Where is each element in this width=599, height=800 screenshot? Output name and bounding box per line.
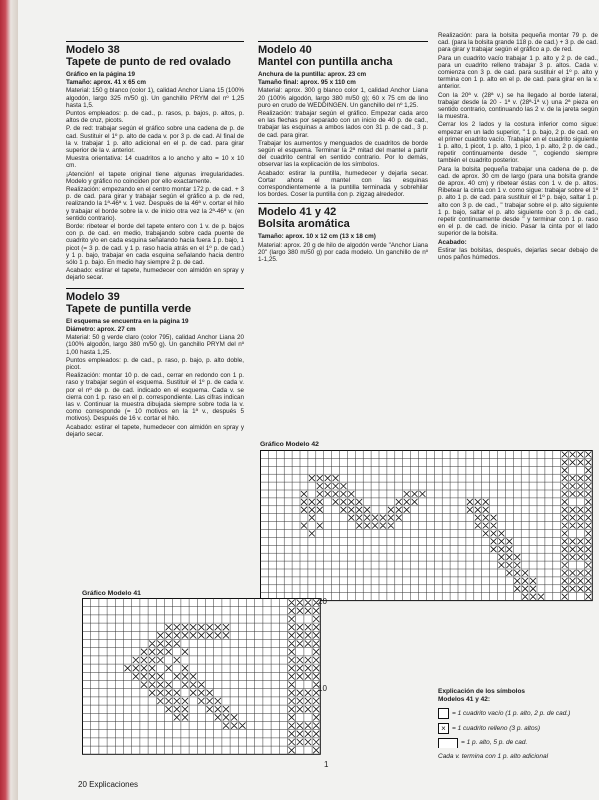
m38-p9: Acabado: estirar el tapete, humedecer con almidón en spray y dejarlo secar.	[66, 267, 244, 282]
m38-p8: Borde: ribetear el borde del tapete entero con 1 v. de p. bajos con p. de cad. en medio, trabajando sobre cada puente de cuadrito y/o en cada esquina señalando hacia fuera 1 p. bajo, 1 picot (= 3 p. de cad. y 1 p. raso hacia atrás en el 1º p. de cad.) y 1 p. bajo, trabajar en cada esquina señalando hacia dentro sólo 1 p. bajo. En medio hay siempre 2 p. de cad.	[66, 223, 244, 267]
right-p1: Para un cuadrito vacío trabajar 1 p. alto y 2 p. de cad., para un cuadrito relleno trabajar 3 p. altos. Cada v. comienza con 3 p. de cad. para sustituir el 1º p. alto y termina con 1 p. alto en el p. de cad. para girar en la v. anterior.	[438, 54, 598, 91]
m40-p3: Realización: trabajar según el gráfico. Empezar cada arco en las flechas por separado con un inicio de 40 p. de cad., trabajar las esquinas a ambos lados con 31 p. de cad., 3 p. de cad. para girar.	[258, 110, 428, 139]
chart41-grid	[82, 598, 332, 756]
column-right	[438, 32, 598, 262]
rule	[66, 41, 244, 42]
m39-p2: Material: 50 g verde claro (color 795), calidad Anchor Liana 20 (100% algodón, largo 380 m/50 g). Un ganchillo PRYM del nº 1,00 hasta 1,25.	[66, 334, 244, 356]
m39-title: Modelo 39	[66, 290, 120, 303]
column-middle	[258, 38, 428, 264]
bracket-icon	[438, 738, 458, 748]
legend-filled-text: = 1 cuadrito relleno (3 p. altos)	[452, 724, 540, 732]
page-footer: 20 Explicaciones	[78, 780, 139, 789]
m38-p5: Muestra orientativa: 14 cuadritos a lo ancho y alto = 10 x 10 cm.	[66, 155, 244, 170]
rule	[258, 41, 428, 42]
empty-square-icon	[438, 708, 449, 719]
m38-p1: Tamaño: aprox. 41 x 65 cm	[66, 79, 147, 87]
m38-p6: ¡Atención! el tapete original tiene algunas irregularidades. Modelo y gráfico no coinciden por ello exactamente.	[66, 170, 244, 185]
chart41-label-1: 1	[324, 760, 329, 769]
page	[18, 0, 599, 800]
legend-row-filled	[438, 723, 599, 734]
m38-p0: Gráfico en la página 19	[66, 71, 135, 78]
m38-subtitle: Tapete de punto de red ovalado	[66, 56, 231, 68]
m40-p2: Material: aprox. 300 g blanco color 1, calidad Anchor Liana 20 (100% algodón, largo 380 m/50 g); 60 x 75 cm de lino puro en crudo de WEDDINGEN. Un ganchillo del nº 1,25.	[258, 87, 428, 109]
legend-row-chain	[438, 738, 599, 748]
legend-note: Cada v. termina con 1 p. alto adicional	[438, 753, 549, 760]
m38-p3: Puntos empleados: p. de cad., p. rasos, p. bajos, p. altos, p. altos de cruz, picots.	[66, 110, 244, 125]
m38-p7: Realización: empezando en el centro montar 172 p. de cad. + 3 p. de cad. para girar y trabajar según el gráfico a p. de red, realizando la 1ª-46ª v. 1 vez. Después de la 46ª v. cortar el hilo y trabajar el borde sobre la v. de inicio otra vez la 2ª-46ª v. (en sentido contrario).	[66, 186, 244, 222]
column-left	[66, 38, 244, 439]
chart42-caption: Gráfico Modelo 42	[260, 441, 319, 448]
legend-subtitle: Modelos 41 y 42:	[438, 696, 491, 703]
chart41-label-20: 20	[318, 597, 327, 606]
rule	[66, 288, 244, 289]
legend-empty-text: = 1 cuadrito vacío (1 p. alto, 2 p. de cad.)	[452, 709, 571, 717]
right-p6: Estirar las bolsitas, después, dejarlas secar debajo de unos paños húmedos.	[438, 246, 598, 262]
m39-subtitle: Tapete de puntilla verde	[66, 302, 192, 315]
m40-p1: Tamaño final: aprox. 95 x 110 cm	[258, 79, 356, 87]
m40-p5: Acabado: estirar la puntilla, humedecer y dejarla secar. Cortar ahora el mantel con las esquinas correspondientemente a la puntilla terminada y sobrehilar los bordes. Coser la puntilla con p. zigzag alrededor.	[258, 169, 428, 199]
legend-title: Explicación de los símbolos	[438, 688, 526, 695]
right-p0: Realización: para la bolsita pequeña montar 79 p. de cad. (para la bolsita grande 118 p. de cad.) + 3 p. de cad. para girar y trabajar según el gráfico a p. de red.	[438, 32, 598, 54]
chart41-caption: Gráfico Modelo 41	[82, 590, 141, 597]
m38-title: Modelo 38	[66, 44, 120, 56]
right-p3: Cerrar los 2 lados y la costura inferior como sigue: empezar en un lado superior, " 1 p. bajo, 2 p. de cad. en el primer cuadrito vacío. Trabajar en el cuadrito siguiente 1 p. alto, 1 picot, 1 p. alto, 1 pico, 1 p. alto, 2 p. de cad., repetir continuamente desde ", cogiendo siempre también el cuadrito posterior.	[438, 121, 598, 165]
magazine-spine	[0, 0, 18, 800]
m39-p3: Puntos empleados: p. de cad., p. raso, p. bajo, p. alto doble, picot.	[66, 356, 244, 371]
m39-p4: Realización: montar 10 p. de cad., cerrar en redondo con 1 p. raso y trabajar según el esquema. Sustituir el 1º p. de cada v. por el nº de p. de cad. indicado en el esquema. Cada v. se cierra con 1 p. raso en el p. correspondiente. Las cifras indican las v. Continuar la muestra dibujada siempre sobre toda la v. como corresponde (= 10 motivos en la 1ª v., después 5 motivos). Después de 16 v. cortar el hilo.	[66, 372, 244, 423]
right-p2: Con la 20ª v. (28ª v.) se ha llegado al borde lateral, trabajar desde la 20 - 1ª v. (28ª-1ª v.) una 2ª pieza en sentido contrario, continuando las 2 v. de la jareta según la muestra.	[438, 91, 598, 121]
m4142-p1: Material: aprox. 20 g de hilo de algodón verde "Anchor Liana 20" (largo 380 m/50 g) por cada modelo. Un ganchillo de nº 1-1,25.	[258, 241, 428, 264]
m40-p4: Trabajar los aumentos y menguados de cuadritos de borde según el esquema. Terminar la 2ª mitad del mantel a partir del cuadrito central en sentido contrario. Por lo demás, observar las la explicación de los símbolos.	[258, 139, 428, 169]
m40-subtitle: Mantel con puntilla ancha	[258, 56, 393, 68]
legend-row-empty	[438, 708, 599, 719]
m4142-p0: Tamaño: aprox. 10 x 12 cm (13 x 18 cm)	[258, 233, 376, 241]
chart42-grid	[260, 450, 599, 602]
m38-p2: Material: 150 g blanco (color 1), calidad Anchor Liana 15 (100% algodón, largo 325 m/50 g). Un ganchillo PRYM del nº 1,25 hasta 1,5.	[66, 87, 244, 109]
m4142-subtitle: Bolsita aromática	[258, 218, 350, 231]
m39-p5: Acabado: estirar el tapete, humedecer con almidón en spray y dejarlo secar.	[66, 423, 244, 438]
m40-title: Modelo 40	[258, 44, 312, 56]
m4142-title: Modelo 41 y 42	[258, 206, 337, 219]
cross-square-icon: ×	[438, 723, 449, 734]
chart41-label-10: 10	[318, 684, 327, 693]
rule	[258, 203, 428, 204]
m39-p1: Diámetro: aprox. 27 cm	[66, 325, 136, 333]
legend-chain-text: = 1 p. alto, 5 p. de cad.	[461, 739, 528, 746]
symbols-legend	[438, 688, 599, 761]
right-p4: Para la bolsita pequeña trabajar una cadena de p. de cad. de aprox. 30 cm de largo (para una bolsita grande de aprox. 40 cm) y ribetear éstas con 1 v. de p. altos. Ribetear la cinta con 1 v. como sigue: trabajar sobre el 1º p. alto 1 p. de cad. para sustituir el 1º p. bajo, saltar 1 p. alto con 3 p. de cad., " trabajar sobre el p. alto siguiente 1 p. bajo, saltar el p. alto siguiente con 3 p. de cad., repetir continuamente desde " y terminar con 1 p. raso en el p. de cad. de inicio. Pasar la cinta por el lado superior de la bolsita.	[438, 165, 598, 238]
m38-p4: P. de red: trabajar según el gráfico sobre una cadena de p. de cad. Sustituir el 1º p. alto de cada v. por 3 p. de cad. Al final de la v. trabajar 1 p. alto adicional en el p. de cad. para girar superior de la v. anterior.	[66, 125, 244, 155]
m39-p0: El esquema se encuentra en la página 19	[66, 317, 189, 325]
m40-p0: Anchura de la puntilla: aprox. 23 cm	[258, 71, 367, 78]
right-p5: Acabado:	[438, 238, 467, 246]
